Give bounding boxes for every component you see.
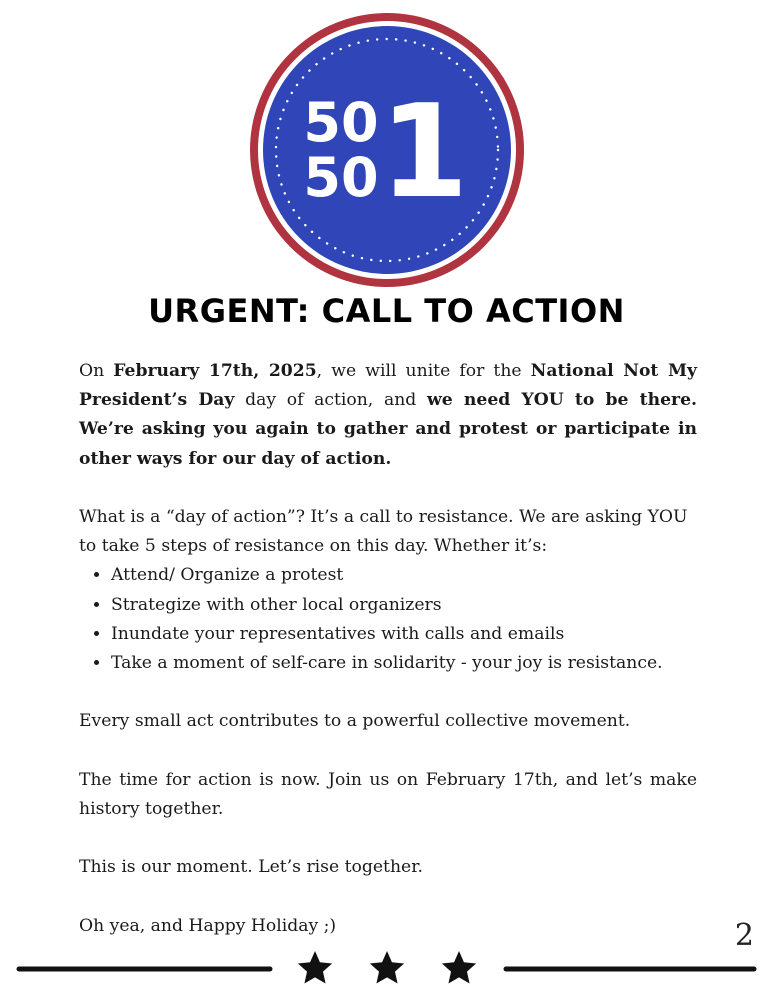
event-date: February 17th, 2025 [113,361,317,381]
list-item: • Strategize with other local organizers [111,591,697,620]
time-for-action-paragraph: The time for action is now. Join us on February 17th, and let’s make history together. [79,769,697,819]
holiday-paragraph: Oh yea, and Happy Holiday ;) [79,915,337,936]
star-icon [442,951,476,984]
steps-list [79,561,697,678]
logo-text-1: 1 [379,78,469,227]
day-of-action-paragraph: What is a “day of action”? It’s a call to resistance. We are asking YOU to take 5 steps of resistance on this day. Whether it’s: [79,507,688,557]
collective-paragraph: Every small act contributes to a powerful collective movement. [79,711,631,732]
list-item: • Take a moment of self-care in solidarity - your joy is resistance. [111,649,697,678]
star-icon [370,951,404,984]
call-to-action-text: we need YOU to be there. We’re asking you again to gather and protest or participate in other ways for our day of action. [79,390,697,469]
intro-text-2: , we will unite for the [316,361,531,381]
list-item: • Inundate your representatives with calls and emails [111,620,697,649]
logo-text-50-bottom: 50 [303,146,379,209]
intro-paragraph [79,357,697,474]
page-number: 2 [734,918,754,953]
logo-5050-1 [249,12,525,288]
intro-text-3: day of action, and [234,390,427,411]
star-icon [298,951,332,984]
footer-divider [0,946,773,996]
intro-text-1: On [79,361,114,381]
page-title: URGENT: CALL TO ACTION [148,292,625,330]
letter-body [79,357,697,941]
moment-paragraph: This is our moment. Let’s rise together. [79,857,423,878]
list-item: • Attend/ Organize a protest [111,561,697,590]
event-name: National Not My President’s Day [79,361,697,411]
logo-text-50-top: 50 [303,91,379,154]
